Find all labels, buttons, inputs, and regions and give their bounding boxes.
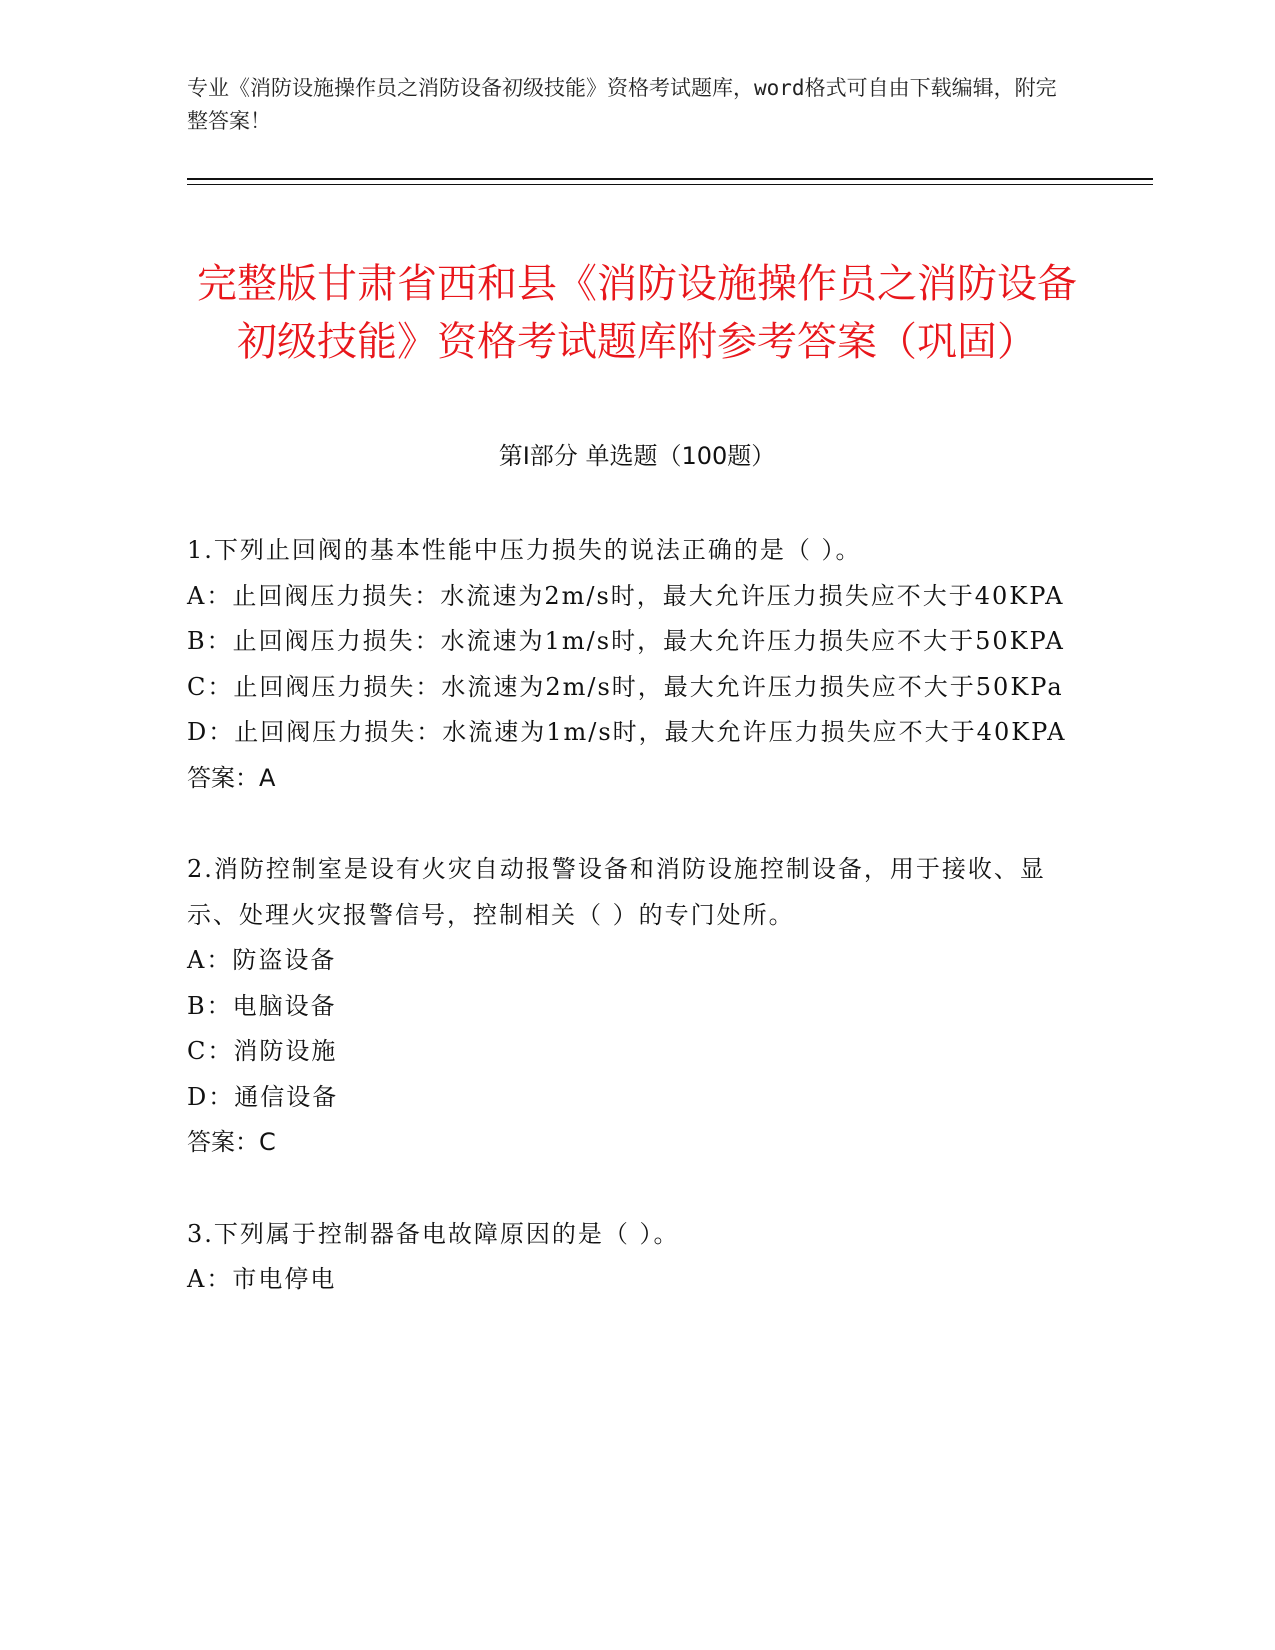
option-b: B：电脑设备	[187, 991, 337, 1020]
answer: 答案：C	[187, 1128, 276, 1156]
header-rule-thin	[187, 184, 1153, 185]
question-list	[187, 528, 1067, 1349]
option-b: B：止回阀压力损失：水流速为1m/s时，最大允许压力损失应不大于50KPA	[187, 627, 1065, 655]
document-title: 完整版甘肃省西和县《消防设施操作员之消防设备初级技能》资格考试题库附参考答案（巩固）	[197, 260, 1077, 365]
option-c: C：消防设施	[187, 1037, 338, 1065]
option-a: A：防盗设备	[187, 946, 337, 974]
question-2	[187, 847, 1067, 1166]
option-d: D：通信设备	[187, 1082, 339, 1111]
option-a: A：止回阀压力损失：水流速为2m/s时，最大允许压力损失应不大于40KPA	[187, 581, 1065, 610]
section-title: 第I部分 单选题（100题）	[498, 442, 776, 470]
question-stem: 3.下列属于控制器备电故障原因的是（ ）。	[187, 1219, 680, 1248]
question-1	[187, 528, 1067, 801]
option-d: D：止回阀压力损失：水流速为1m/s时，最大允许压力损失应不大于40KPA	[187, 718, 1067, 746]
header-rule-thick	[187, 178, 1153, 180]
answer: 答案：A	[187, 763, 276, 792]
question-3	[187, 1212, 1067, 1303]
question-stem: 2.消防控制室是设有火灾自动报警设备和消防设施控制设备，用于接收、显示、处理火灾报警信号，控制相关（ ）的专门处所。	[187, 855, 1046, 929]
header-note: 专业《消防设施操作员之消防设备初级技能》资格考试题库，word格式可自由下载编辑，附完整答案！	[187, 76, 1057, 133]
option-a: A：市电停电	[187, 1265, 337, 1293]
option-c: C：止回阀压力损失：水流速为2m/s时，最大允许压力损失应不大于50KPa	[187, 672, 1064, 701]
question-stem: 1.下列止回阀的基本性能中压力损失的说法正确的是（ ）。	[187, 536, 862, 564]
